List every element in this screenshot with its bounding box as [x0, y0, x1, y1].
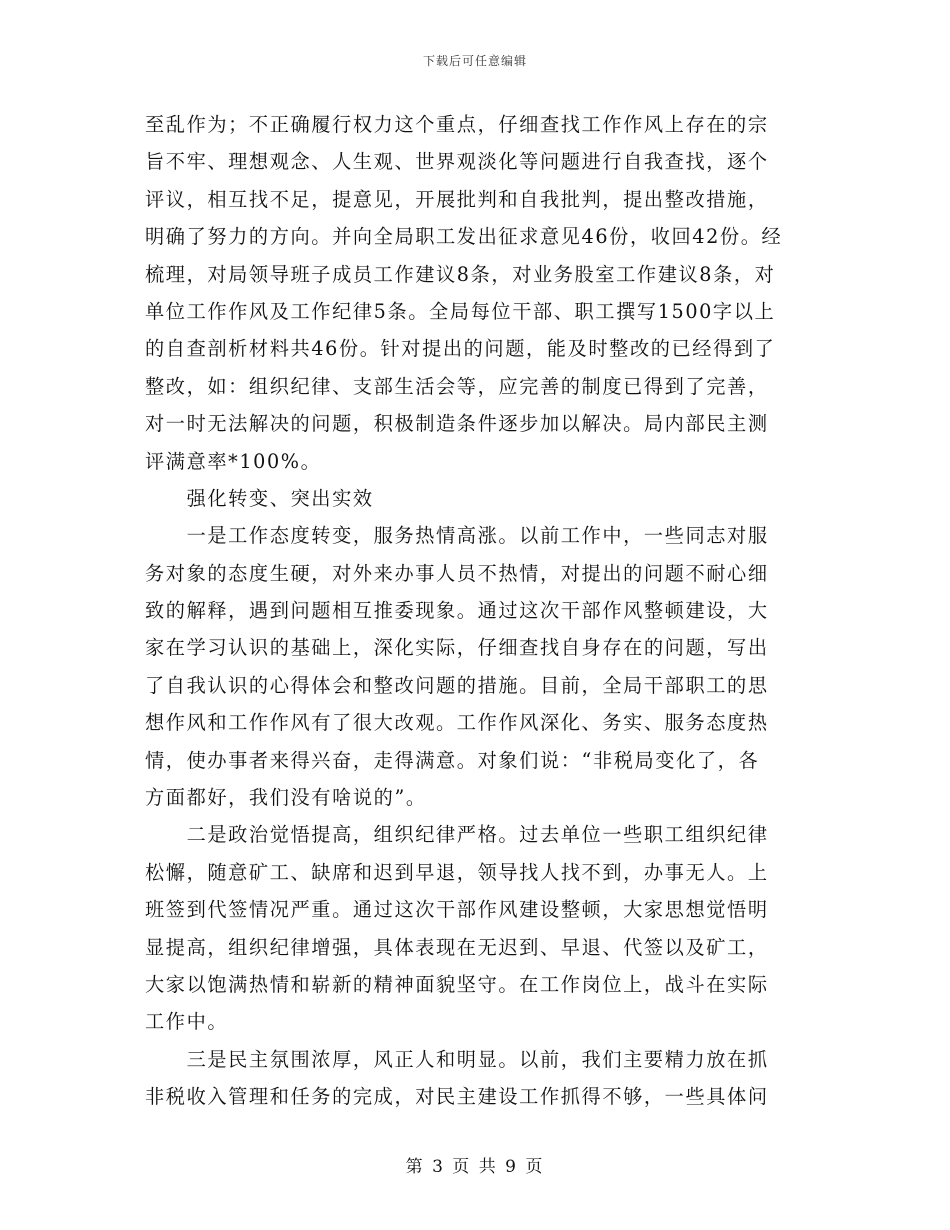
document-body	[145, 106, 807, 1116]
body-line: 非税收入管理和任务的完成，对民主建设工作抓得不够，一些具体问	[145, 1085, 769, 1109]
body-line: 对一时无法解决的问题，积极制造条件逐步加以解决。局内部民主测	[145, 412, 769, 436]
body-line: 工作中。	[145, 1010, 229, 1034]
body-line: 三是民主氛围浓厚，风正人和明显。以前，我们主要精力放在抓	[145, 1047, 769, 1071]
body-line: 明确了努力的方向。并向全局职工发出征求意见46份，收回42份。经	[145, 225, 783, 249]
body-line: 二是政治觉悟提高，组织纪律严格。过去单位一些职工组织纪律	[145, 823, 769, 847]
body-line: 想作风和工作作风有了很大改观。工作作风深化、务实、服务态度热	[145, 711, 769, 735]
body-line: 松懈，随意矿工、缺席和迟到早退，领导找人找不到，办事无人。上	[145, 860, 769, 884]
body-line: 评议，相互找不足，提意见，开展批判和自我批判，提出整改措施，	[145, 187, 769, 211]
section-heading: 强化转变、突出实效	[145, 486, 374, 510]
body-line: 务对象的态度生硬，对外来办事人员不热情，对提出的问题不耐心细	[145, 561, 769, 585]
body-line: 评满意率*100%。	[145, 449, 322, 473]
body-line: 梳理，对局领导班子成员工作建议8条，对业务股室工作建议8条，对	[145, 262, 776, 286]
body-line: 旨不牢、理想观念、人生观、世界观淡化等问题进行自我查找，逐个	[145, 150, 769, 174]
body-line: 的自查剖析材料共46份。针对提出的问题，能及时整改的已经得到了	[145, 337, 776, 361]
page-footer: 第 3 页 共 9 页	[405, 1157, 545, 1177]
body-line: 致的解释，遇到问题相互推委现象。通过这次干部作风整顿建设，大	[145, 599, 769, 623]
body-line: 一是工作态度转变，服务热情高涨。以前工作中，一些同志对服	[145, 524, 769, 548]
body-line: 情，使办事者来得兴奋，走得满意。对象们说：“非税局变化了，各	[145, 748, 760, 772]
body-line: 大家以饱满热情和崭新的精神面貌坚守。在工作岗位上，战斗在实际	[145, 972, 769, 996]
body-line: 整改，如：组织纪律、支部生活会等，应完善的制度已得到了完善，	[145, 374, 769, 398]
body-line: 单位工作作风及工作纪律5条。全局每位干部、职工撰写1500字以上	[145, 299, 776, 323]
body-line: 方面都好，我们没有啥说的”。	[145, 786, 427, 810]
body-line: 班签到代签情况严重。通过这次干部作风建设整顿，大家思想觉悟明	[145, 898, 769, 922]
body-line: 了自我认识的心得体会和整改问题的措施。目前，全局干部职工的思	[145, 673, 769, 697]
body-line: 至乱作为；不正确履行权力这个重点，仔细查找工作作风上存在的宗	[145, 113, 769, 136]
body-line: 显提高，组织纪律增强，具体表现在无迟到、早退、代签以及矿工，	[145, 935, 769, 959]
body-line: 家在学习认识的基础上，深化实际，仔细查找自身存在的问题，写出	[145, 636, 769, 660]
page-header: 下载后可任意编辑	[422, 54, 527, 68]
